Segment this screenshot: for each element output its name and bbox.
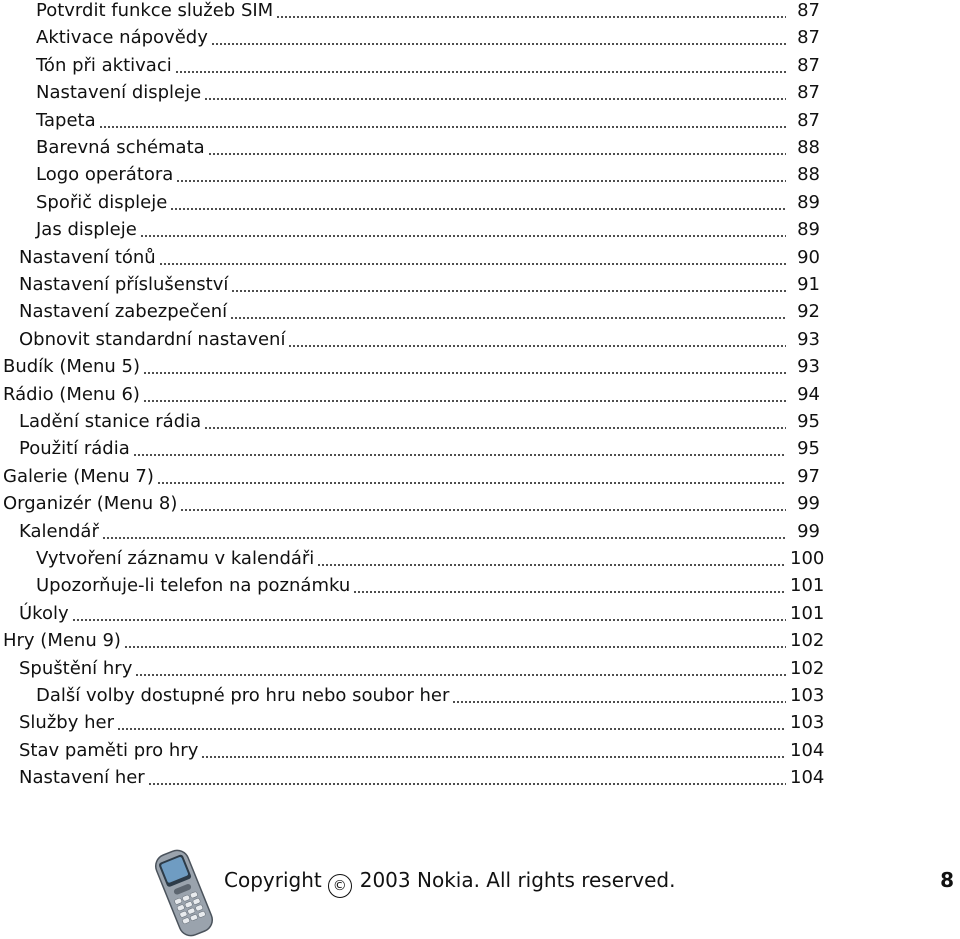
toc-entry-title: Nastavení displeje xyxy=(36,82,202,104)
toc-entry xyxy=(0,709,825,737)
toc-entry xyxy=(0,52,820,80)
toc-entry-title: Logo operátora xyxy=(36,164,174,186)
toc-entry-title: Tón při aktivaci xyxy=(36,54,172,76)
dot-leader xyxy=(208,152,786,156)
toc-entry-title: Nastavení příslušenství xyxy=(19,274,229,295)
dot-leader xyxy=(143,399,786,403)
toc-entry-page: 87 xyxy=(797,109,820,131)
toc-entry-page: 87 xyxy=(797,27,820,49)
toc-entry-title: Organizér (Menu 8) xyxy=(3,493,178,515)
toc-entry-page: 94 xyxy=(797,383,820,405)
toc-entry-title: Stav paměti pro hry xyxy=(19,739,199,761)
toc-entry-page: 102 xyxy=(790,657,825,679)
dot-leader xyxy=(99,125,786,129)
dot-leader xyxy=(204,426,786,430)
toc-entry-page: 93 xyxy=(797,328,820,350)
toc-entry-page: 104 xyxy=(790,739,825,761)
toc-entry-page: 93 xyxy=(797,356,820,378)
copyright-icon: © xyxy=(328,874,352,898)
toc-entry-title: Další volby dostupné pro hru nebo soubor her xyxy=(36,685,450,706)
toc-entry-page: 101 xyxy=(790,575,825,597)
dot-leader xyxy=(143,371,786,375)
toc-entry xyxy=(0,408,820,436)
toc-entry xyxy=(0,627,825,655)
dot-leader xyxy=(231,289,786,293)
toc-entry-title: Galerie (Menu 7) xyxy=(3,465,154,487)
toc-entry-title: Spuštění hry xyxy=(19,657,133,679)
toc-entry-page: 87 xyxy=(797,54,820,76)
toc-entry-title: Jas displeje xyxy=(36,219,137,241)
toc-entry-page: 97 xyxy=(797,465,820,487)
toc-entry xyxy=(0,0,820,25)
toc-entry-title: Použití rádia xyxy=(19,438,130,460)
dot-leader xyxy=(176,179,786,183)
toc-entry-page: 92 xyxy=(797,301,820,323)
toc-entry xyxy=(0,490,820,518)
toc-entry-title: Kalendář xyxy=(19,520,99,542)
toc-entry-page: 88 xyxy=(797,164,820,186)
toc-entry xyxy=(0,161,820,189)
dot-leader xyxy=(72,618,786,622)
dot-leader xyxy=(180,508,786,512)
toc-entry-page: 101 xyxy=(790,602,825,624)
toc-entry-page: 99 xyxy=(797,493,820,515)
toc-entry xyxy=(0,189,820,217)
dot-leader xyxy=(452,700,786,704)
dot-leader xyxy=(148,782,786,786)
toc-entry xyxy=(0,600,825,628)
toc-entry-title: Ladění stanice rádia xyxy=(19,411,202,432)
toc-entry xyxy=(0,764,825,792)
toc-entry xyxy=(0,107,820,135)
toc-entry-title: Nastavení tónů xyxy=(19,246,156,268)
toc-entry xyxy=(0,298,820,326)
toc-entry-page: 95 xyxy=(797,438,820,460)
toc-entry xyxy=(0,79,820,107)
dot-leader xyxy=(288,344,786,348)
toc-entry-page: 95 xyxy=(797,411,820,432)
toc-entry-title: Úkoly xyxy=(19,602,69,624)
toc-entry-page: 103 xyxy=(790,685,825,706)
dot-leader xyxy=(170,207,786,211)
toc-entry-title: Obnovit standardní nastavení xyxy=(19,328,286,350)
dot-leader xyxy=(201,755,786,759)
toc-entry-title: Barevná schémata xyxy=(36,137,205,158)
toc-entry xyxy=(0,24,820,52)
dot-leader xyxy=(211,42,786,46)
dot-leader xyxy=(157,481,786,485)
toc-entry xyxy=(0,134,820,162)
toc-entry-page: 102 xyxy=(790,630,825,652)
toc-entry-page: 99 xyxy=(797,520,820,542)
copyright-prefix: Copyright xyxy=(224,868,322,892)
toc-entry xyxy=(0,518,820,546)
dot-leader xyxy=(135,673,786,677)
toc-entry-page: 87 xyxy=(797,0,820,21)
toc-entry-title: Spořič displeje xyxy=(36,191,168,213)
page-footer xyxy=(0,840,960,939)
toc-entry xyxy=(0,463,820,491)
toc-entry-title: Upozorňuje-li telefon na poznámku xyxy=(36,575,351,597)
toc-entry xyxy=(0,326,820,354)
dot-leader xyxy=(317,563,786,567)
toc-entry-page: 103 xyxy=(790,712,825,734)
toc-entry xyxy=(0,655,825,683)
toc-entry-page: 89 xyxy=(797,191,820,213)
dot-leader xyxy=(353,590,786,594)
toc-entry-title: Budík (Menu 5) xyxy=(3,356,140,378)
dot-leader xyxy=(175,70,786,74)
toc-entry xyxy=(0,682,825,710)
toc-entry-title: Potvrdit funkce služeb SIM xyxy=(36,0,274,21)
dot-leader xyxy=(276,15,786,19)
dot-leader xyxy=(102,536,786,540)
toc-entry-title: Aktivace nápovědy xyxy=(36,27,208,49)
toc-entry-page: 87 xyxy=(797,82,820,104)
toc-entry-title: Vytvoření záznamu v kalendáři xyxy=(36,548,315,569)
dot-leader xyxy=(204,97,786,101)
dot-leader xyxy=(117,727,786,731)
toc-entry xyxy=(0,435,820,463)
toc-entry-title: Hry (Menu 9) xyxy=(3,630,121,652)
toc-entry-page: 91 xyxy=(797,274,820,295)
toc-entry xyxy=(0,244,820,272)
toc-entry xyxy=(0,737,825,765)
phone-image xyxy=(145,848,223,938)
toc-entry xyxy=(0,271,820,299)
copyright-text: 2003 Nokia. All rights reserved. xyxy=(359,868,676,892)
toc-entry-title: Nastavení her xyxy=(19,767,145,789)
toc-entry xyxy=(0,216,820,244)
toc-entry-title: Rádio (Menu 6) xyxy=(3,383,140,405)
dot-leader xyxy=(133,453,786,457)
page-number: 8 xyxy=(940,868,954,892)
toc-entry-page: 90 xyxy=(797,246,820,268)
toc-entry xyxy=(0,381,820,409)
dot-leader xyxy=(159,262,786,266)
toc-entry-title: Služby her xyxy=(19,712,114,734)
copyright-notice xyxy=(224,868,675,898)
toc-entry xyxy=(0,545,825,573)
dot-leader xyxy=(230,316,786,320)
toc-entry-page: 88 xyxy=(797,137,820,158)
toc-entry-page: 104 xyxy=(790,767,825,789)
dot-leader xyxy=(124,645,786,649)
dot-leader xyxy=(140,234,786,238)
toc-entry xyxy=(0,572,825,600)
toc-entry xyxy=(0,353,820,381)
toc-entry-title: Tapeta xyxy=(36,109,96,131)
toc-entry-page: 100 xyxy=(790,548,825,569)
toc-entry-title: Nastavení zabezpečení xyxy=(19,301,228,323)
toc-entry-page: 89 xyxy=(797,219,820,241)
